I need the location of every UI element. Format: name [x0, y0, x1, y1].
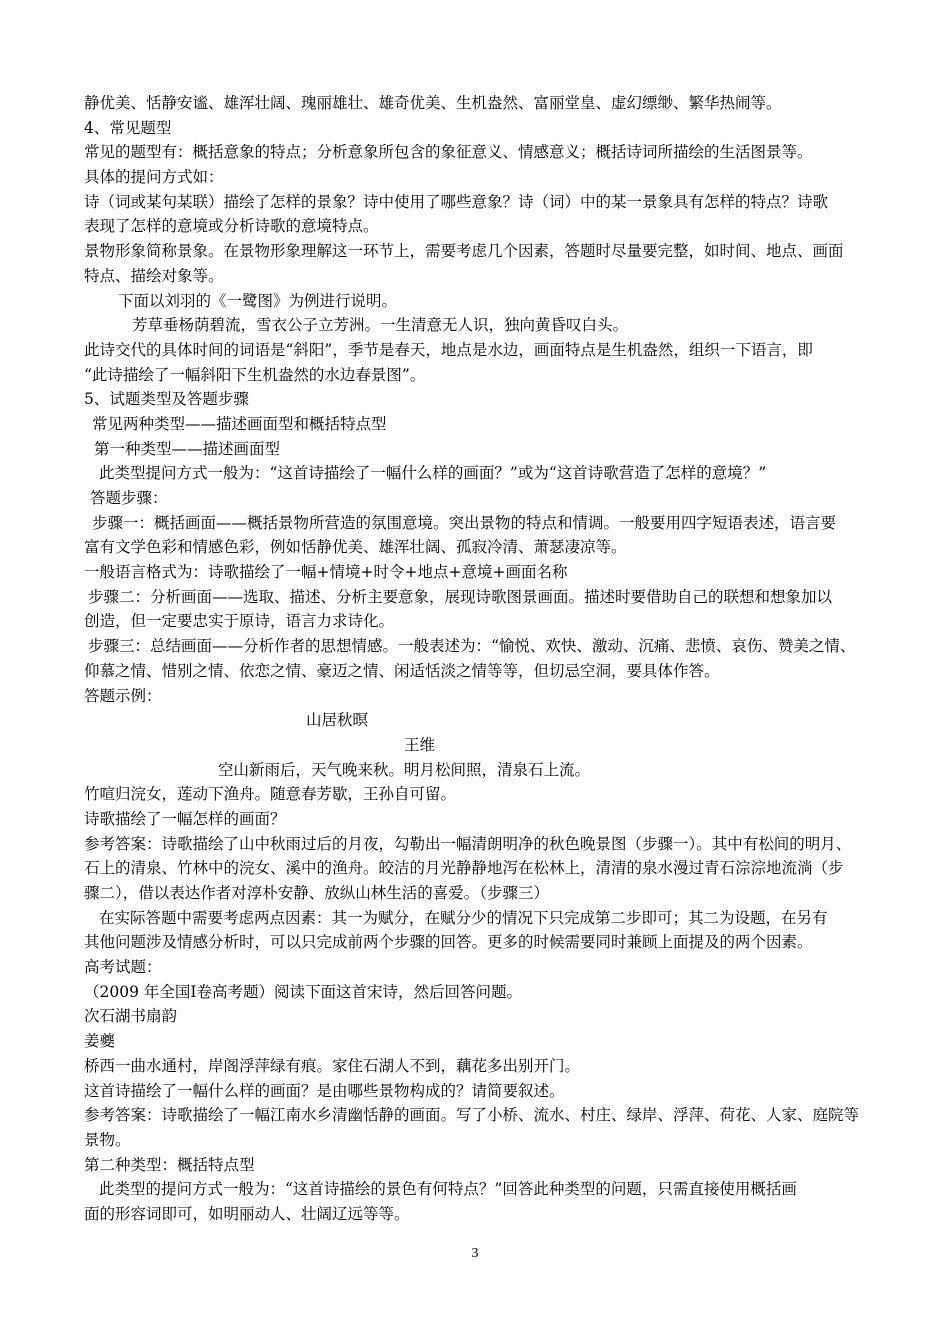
text-line: 桥西一曲水通村，岸阁浮萍绿有痕。家住石湖人不到，藕花多出别开门。	[84, 1056, 581, 1075]
text-line: 次石湖书扇韵	[84, 1007, 178, 1026]
text-line: 山居秋暝	[306, 711, 369, 730]
text-line: 景物。	[84, 1130, 131, 1149]
text-line: 4、常见题型	[84, 118, 172, 137]
text-line: 特点、描绘对象等。	[84, 266, 224, 285]
text-line: 芳草垂杨荫碧流，雪衣公子立芳洲。一生清意无人识，独向黄昏叹白头。	[132, 316, 629, 335]
text-line: 常见的题型有：概括意象的特点；分析意象所包含的象征意义、情感意义；概括诗词所描绘的生活图景等。	[84, 143, 813, 162]
text-line: 此诗交代的具体时间的词语是“斜阳”，季节是春天，地点是水边，画面特点是生机盎然，组织一下语言，即	[84, 340, 813, 359]
text-line: 此类型提问方式一般为：“这首诗描绘了一幅什么样的画面？”或为“这首诗歌营造了怎样的意境？”	[99, 464, 767, 483]
text-line: 诗歌描绘了一幅怎样的画面？	[84, 809, 286, 828]
text-line: 步骤三：总结画面——分析作者的思想情感。一般表述为：“愉悦、欢快、激动、沉痛、悲愤、哀伤、赞美之情、	[88, 637, 856, 656]
text-line: 表现了怎样的意境或分析诗歌的意境特点。	[84, 217, 379, 236]
text-line: 下面以刘羽的《一鹭图》为例进行说明。	[118, 291, 398, 310]
text-line: 诗（词或某句某联）描绘了怎样的景象？诗中使用了哪些意象？诗（词）中的某一景象具有怎样的特点？诗歌	[84, 192, 829, 211]
text-line: 在实际答题中需要考虑两点因素：其一为赋分，在赋分少的情况下只完成第二步即可；其二为设题，在另有	[99, 908, 828, 927]
text-line: 其他问题涉及情感分析时，可以只完成前两个步骤的回答。更多的时候需要同时兼顾上面提及的两个因素。	[84, 933, 813, 952]
text-line: 竹喧归浣女，莲动下渔舟。随意春芳歇，王孙自可留。	[84, 785, 457, 804]
text-line: 5、试题类型及答题步骤	[84, 390, 249, 409]
text-line: 具体的提问方式如：	[84, 168, 224, 187]
text-line: 答题步骤：	[90, 489, 168, 507]
text-line: 一般语言格式为：诗歌描绘了一幅+情境+时令+地点+意境+画面名称	[84, 563, 568, 582]
page-number: 3	[471, 1246, 479, 1261]
text-line: 步骤二：分析画面——选取、描述、分析主要意象，展现诗歌图景画面。描述时要借助自己的联想和想象加以	[88, 587, 833, 606]
text-line: 第一种类型——描述画面型	[94, 439, 281, 458]
text-line: 仰慕之情、惜别之情、依恋之情、豪迈之情、闲适恬淡之情等等，但切忌空洞，要具体作答。	[84, 661, 720, 680]
text-line: “此诗描绘了一幅斜阳下生机盎然的水边春景图”。	[84, 365, 426, 384]
text-line: 面的形容词即可，如明丽动人、壮阔辽远等等。	[84, 1204, 410, 1223]
text-line: 骤二），借以表达作者对淳朴安静、放纵山林生活的喜爱。（步骤三）	[84, 884, 550, 902]
text-line: 这首诗描绘了一幅什么样的画面？是由哪些景物构成的？请简要叙述。	[84, 1081, 565, 1100]
text-line: 创造，但一定要忠实于原诗，语言力求诗化。	[84, 612, 395, 631]
text-line: （2009 年全国Ⅰ卷高考题）阅读下面这首宋诗，然后回答问题。	[84, 982, 522, 1001]
text-line: 景物形象简称景象。在景物形象理解这一环节上，需要考虑几个因素，答题时尽量要完整，如时间、地点、画面	[84, 242, 844, 261]
text-line: 空山新雨后，天气晚来秋。明月松间照，清泉石上流。	[218, 760, 591, 779]
text-line: 石上的清泉、竹林中的浣女、溪中的渔舟。皎洁的月光静静地泻在松林上，清清的泉水漫过青石淙淙地流淌（步	[84, 859, 844, 878]
text-line: 王维	[404, 735, 436, 754]
text-line: 高考试题：	[84, 958, 162, 977]
text-line: 第二种类型：概括特点型	[84, 1155, 255, 1174]
text-line: 常见两种类型——描述画面型和概括特点型	[92, 414, 387, 433]
text-line: 富有文学色彩和情感色彩，例如恬静优美、雄浑壮阔、孤寂冷清、萧瑟凄凉等。	[84, 538, 627, 557]
text-line: 此类型的提问方式一般为：“这首诗描绘的景色有何特点？”回答此种类型的问题，只需直接使用概括画	[99, 1180, 797, 1199]
text-line: 参考答案：诗歌描绘了一幅江南水乡清幽恬静的画面。写了小桥、流水、村庄、绿岸、浮萍、荷花、人家、庭院等	[84, 1106, 860, 1125]
document-page	[84, 91, 884, 1227]
text-line: 参考答案：诗歌描绘了山中秋雨过后的月夜，勾勒出一幅清朗明净的秋色晚景图（步骤一）。其中有松间的明月、	[84, 834, 852, 853]
text-line: 姜夔	[84, 1032, 116, 1051]
text-line: 静优美、恬静安谧、雄浑壮阔、瑰丽雄壮、雄奇优美、生机盎然、富丽堂皇、虚幻缥缈、繁华热闹等。	[84, 94, 782, 112]
text-line: 步骤一：概括画面——概括景物所营造的氛围意境。突出景物的特点和情调。一般要用四字短语表述，语言要	[92, 513, 837, 532]
text-line: 答题示例：	[84, 686, 162, 705]
